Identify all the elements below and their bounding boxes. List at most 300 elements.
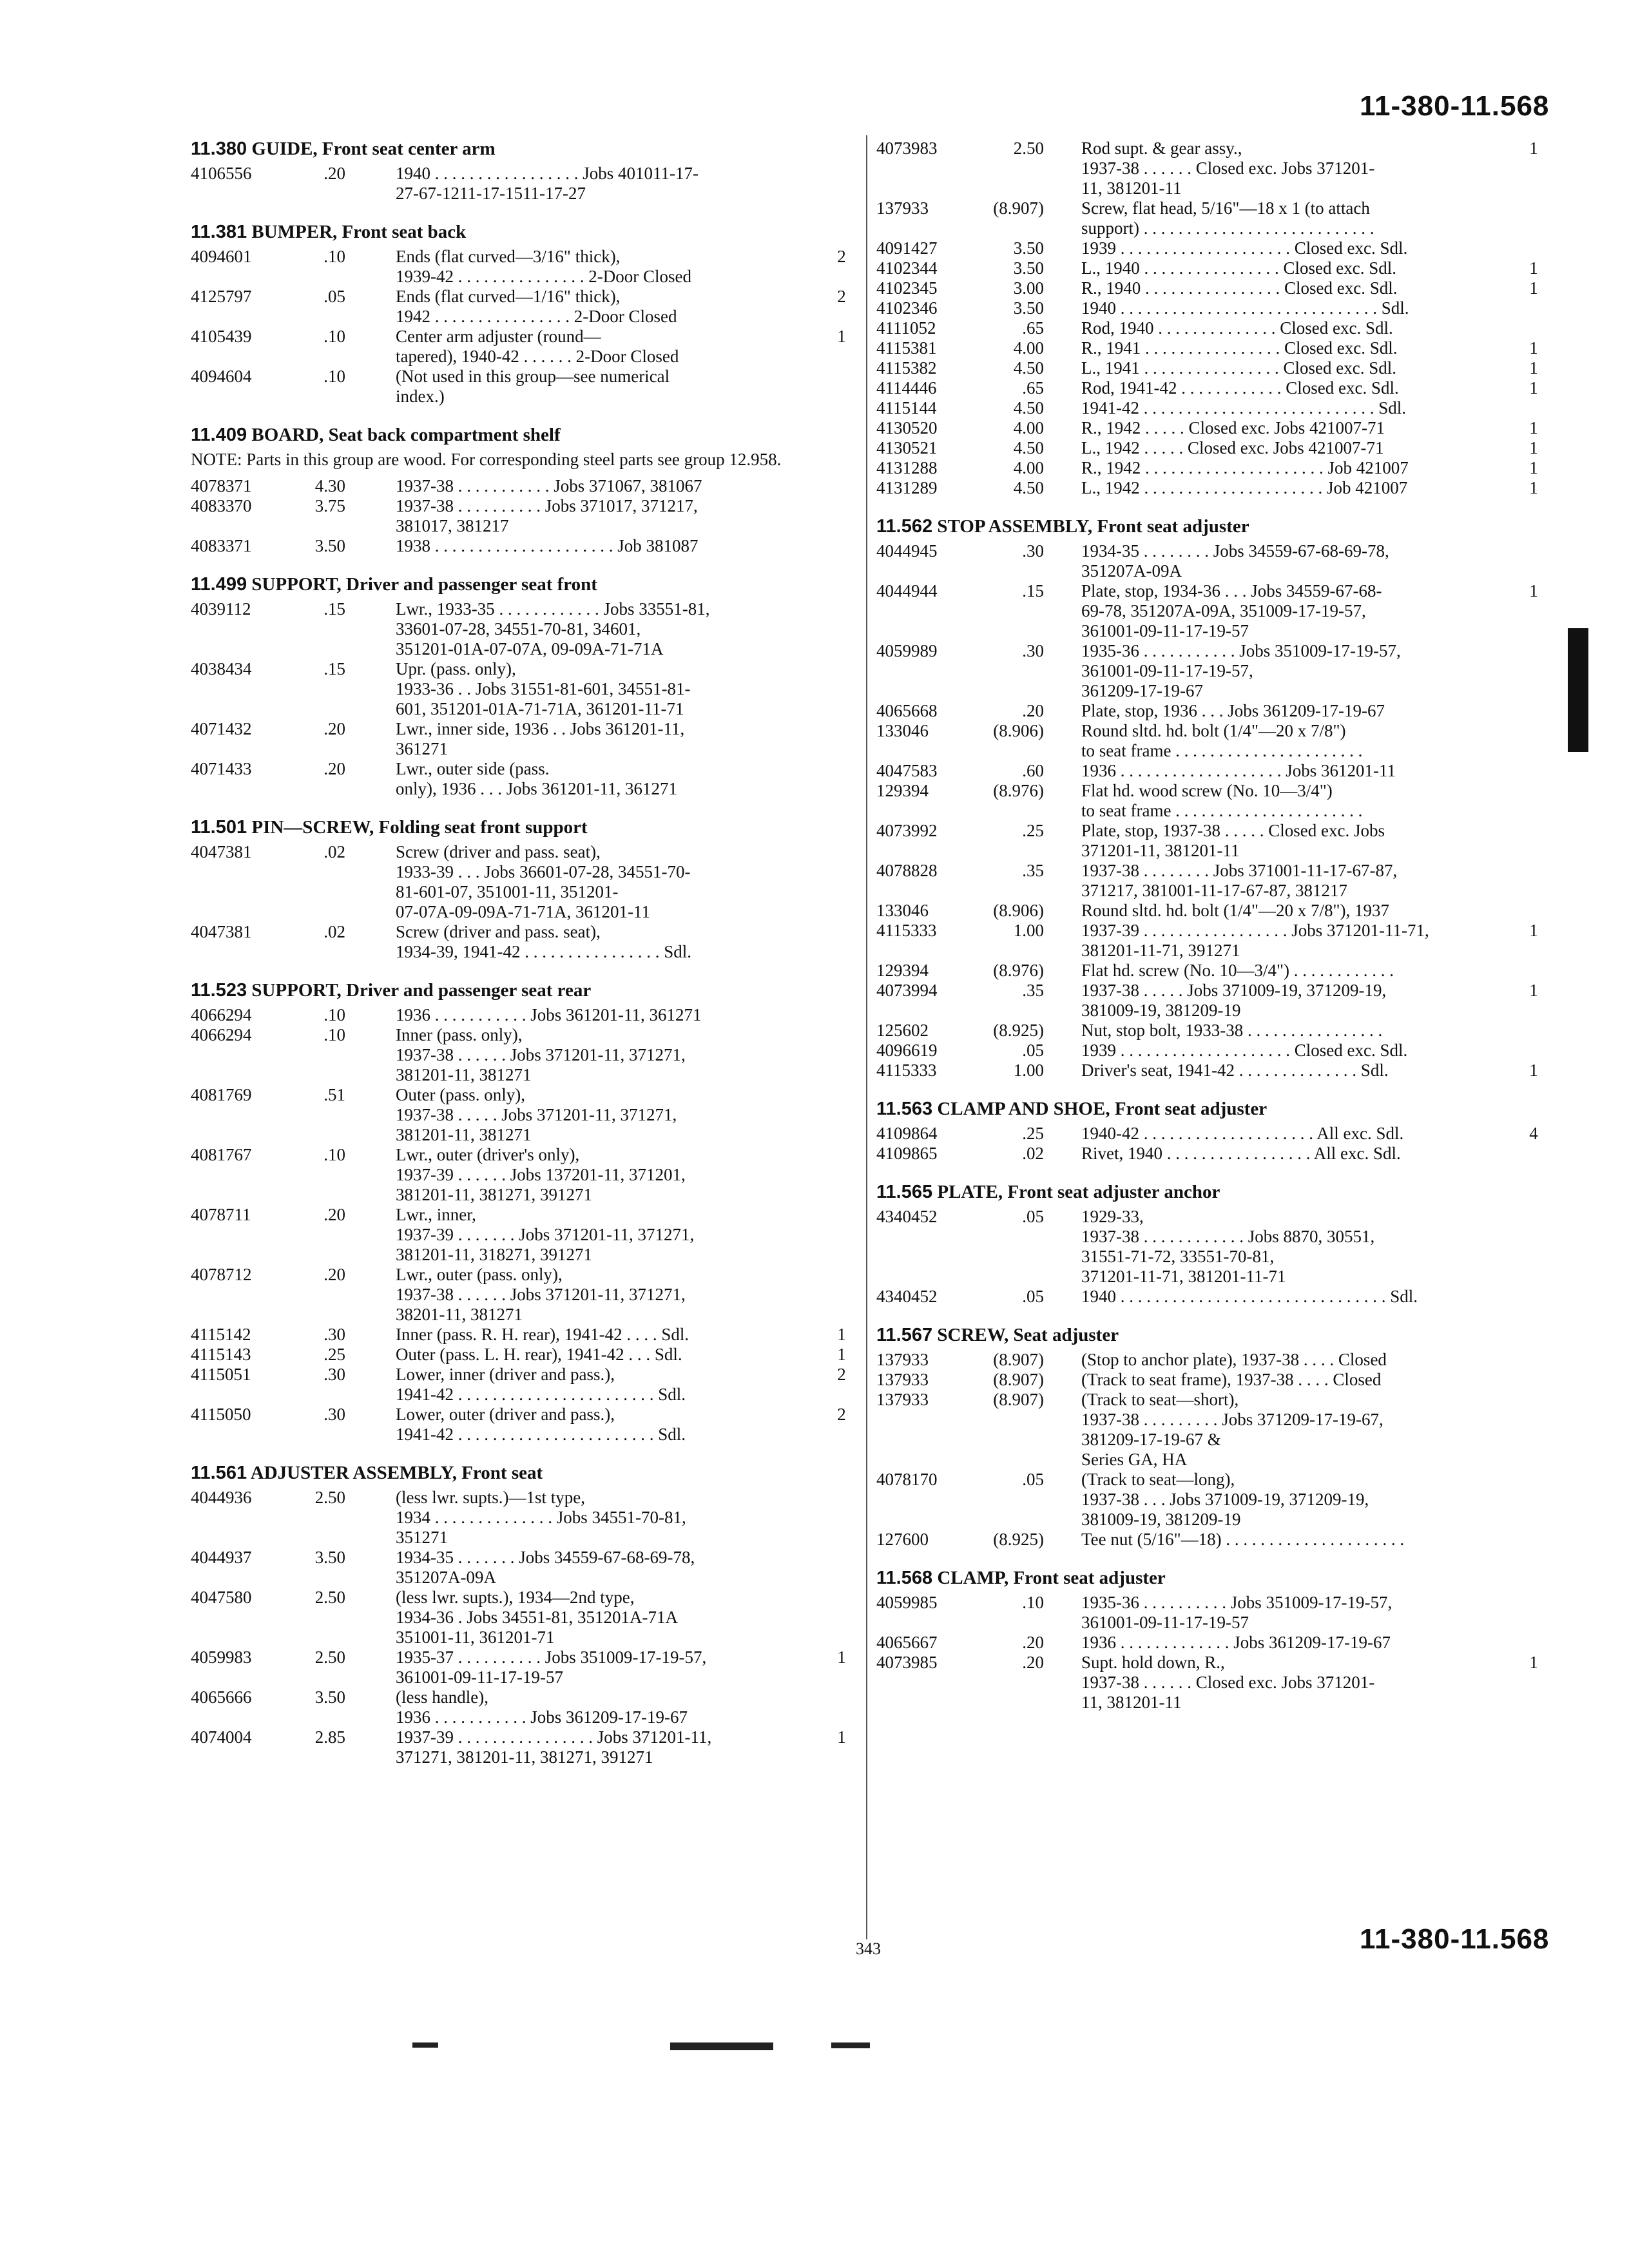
part-number: 4073983 [876,139,938,158]
section-title: ADJUSTER ASSEMBLY, Front seat [250,1463,543,1483]
part-price: .10 [323,1005,345,1024]
part-quantity: 1 [1529,1061,1538,1080]
part-description: R., 1942 . . . . . . . . . . . . . . . . . . . . . Job 421007 [1081,458,1409,477]
part-number: 129394 [876,781,929,800]
part-row [191,496,854,536]
section-heading [876,1325,1547,1346]
part-row [876,358,1547,378]
scan-mark [831,2042,870,2048]
part-price: .20 [323,719,345,738]
part-number: 4094604 [191,367,252,386]
part-price: (8.925) [993,1530,1044,1549]
part-description: Lwr., outer side (pass. only), 1936 . . . Jobs 361201-11, 361271 [396,759,677,798]
parts-section [876,139,1547,498]
part-description: Lwr., inner, 1937-39 . . . . . . . Jobs 371201-11, 371271, 381201-11, 318271, 391271 [396,1205,695,1264]
part-description: Round sltd. hd. bolt (1/4"—20 x 7/8"), 1937 [1081,901,1390,920]
part-row [191,1005,854,1025]
part-number: 4074004 [191,1727,252,1747]
part-description: Lwr., outer (pass. only), 1937-38 . . . . . . Jobs 371201-11, 371271, 38201-11, 381271 [396,1265,686,1324]
part-number: 4130521 [876,438,938,457]
part-number: 4111052 [876,318,936,338]
part-number: 4078828 [876,861,938,880]
section-heading [876,1182,1547,1203]
part-number: 4115382 [876,358,937,378]
part-description: Screw (driver and pass. seat), 1934-39, 1941-42 . . . . . . . . . . . . . . . . Sdl. [396,922,691,961]
part-description: Driver's seat, 1941-42 . . . . . . . . . . . . . . Sdl. [1081,1061,1389,1080]
part-row [876,1370,1547,1390]
part-price: .20 [323,1265,345,1284]
part-quantity: 1 [837,1648,846,1667]
part-number: 4081769 [191,1085,252,1104]
part-row [876,981,1547,1021]
section-title: SUPPORT, Driver and passenger seat rear [251,980,592,1001]
part-price: 4.50 [1013,478,1044,497]
part-price: .20 [323,164,345,183]
part-price: 4.00 [1013,338,1044,358]
part-price: (8.907) [993,1390,1044,1409]
section-code: 11.499 [191,574,247,595]
part-description: 1936 . . . . . . . . . . . . . . . . . . . Jobs 361201-11 [1081,761,1396,780]
part-number: 4047381 [191,842,252,861]
part-description: 1929-33, 1937-38 . . . . . . . . . . . . Jobs 8870, 30551, 31551-71-72, 33551-70-81, 371201-11-71, 381201-11-71 [1081,1207,1375,1286]
section-heading [191,222,854,243]
part-description: 1940 . . . . . . . . . . . . . . . . . . . . . . . . . . . . . . Sdl. [1081,298,1409,318]
part-row [876,478,1547,498]
part-quantity: 1 [837,1325,846,1344]
part-description: Lwr., 1933-35 . . . . . . . . . . . . Jobs 33551-81, 33601-07-28, 34551-70-81, 34601, 351201-01A-07-07A, 09-09A-71-71A [396,599,710,658]
part-row [876,781,1547,821]
part-price: 3.50 [1013,238,1044,258]
part-description: 1935-37 . . . . . . . . . . Jobs 351009-17-19-57, 361001-09-11-17-19-57 [396,1648,707,1687]
part-description: Round sltd. hd. bolt (1/4"—20 x 7/8") to seat frame . . . . . . . . . . . . . . . . . . . . . . [1081,721,1363,760]
part-price: (8.907) [993,198,1044,218]
part-row [191,1085,854,1145]
section-title: GUIDE, Front seat center arm [251,139,496,159]
part-row [876,198,1547,238]
part-number: 4109865 [876,1144,938,1163]
part-price: 3.50 [314,536,345,555]
part-row [876,701,1547,721]
section-heading [191,1463,854,1484]
part-description: (Track to seat—short), 1937-38 . . . . . . . . . Jobs 371209-17-19-67, 381209-17-19-67 & Series GA, HA [1081,1390,1383,1469]
section-title: STOP ASSEMBLY, Front seat adjuster [937,516,1249,537]
part-number: 4071432 [191,719,252,738]
part-description: (less handle), 1936 . . . . . . . . . . . Jobs 361209-17-19-67 [396,1687,688,1727]
part-number: 4071433 [191,759,252,778]
part-quantity: 1 [1529,338,1538,358]
part-description: 1937-38 . . . . . . . . . . Jobs 371017, 371217, 381017, 381217 [396,496,698,535]
part-description: Plate, stop, 1934-36 . . . Jobs 34559-67-68- 69-78, 351207A-09A, 351009-17-19-57, 361001-09-11-17-19-57 [1081,581,1382,640]
part-number: 4073992 [876,821,938,840]
part-price: .02 [323,842,345,861]
section-heading [191,574,854,595]
part-number: 4115381 [876,338,937,358]
part-number: 4094601 [191,247,252,266]
part-row [191,1727,854,1767]
part-description: L., 1942 . . . . . . . . . . . . . . . . . . . . . Job 421007 [1081,478,1408,497]
part-row [876,258,1547,278]
part-row [876,298,1547,318]
section-code: 11.501 [191,817,247,838]
part-price: .35 [1022,861,1044,880]
part-number: 4131289 [876,478,938,497]
section-title: BUMPER, Front seat back [251,222,467,242]
part-price: .20 [1022,701,1044,720]
part-description: 1937-38 . . . . . . . . . . . Jobs 371067, 381067 [396,476,702,495]
part-number: 4102344 [876,258,938,278]
part-description: (Track to seat frame), 1937-38 . . . . Closed [1081,1370,1382,1389]
section-title: SCREW, Seat adjuster [937,1325,1119,1345]
part-number: 4059985 [876,1593,938,1612]
part-row [191,1205,854,1265]
part-row [876,1390,1547,1470]
part-row [876,921,1547,961]
part-row [876,1124,1547,1144]
parts-section [876,1568,1547,1713]
section-note: NOTE: Parts in this group are wood. For corresponding steel parts see group 12.958. [191,450,782,469]
part-price: (8.907) [993,1350,1044,1369]
part-number: 4115051 [191,1365,251,1384]
part-row [191,536,854,556]
part-quantity: 1 [837,1345,846,1364]
part-number: 4340452 [876,1287,938,1306]
part-number: 137933 [876,1370,929,1389]
part-description: Rivet, 1940 . . . . . . . . . . . . . . . . . All exc. Sdl. [1081,1144,1401,1163]
part-description: 1940-42 . . . . . . . . . . . . . . . . . . . . All exc. Sdl. [1081,1124,1404,1143]
part-price: 3.50 [1013,258,1044,278]
part-price: .20 [1022,1633,1044,1652]
part-description: Rod, 1941-42 . . . . . . . . . . . . Closed exc. Sdl. [1081,378,1399,398]
part-number: 4083370 [191,496,252,515]
part-number: 4065667 [876,1633,938,1652]
part-number: 4047580 [191,1588,252,1607]
part-row [876,1470,1547,1530]
part-description: Inner (pass. R. H. rear), 1941-42 . . . . Sdl. [396,1325,689,1344]
part-quantity: 1 [1529,438,1538,457]
part-row [191,1405,854,1445]
part-number: 4115050 [191,1405,251,1424]
part-row [876,1593,1547,1633]
part-price: .65 [1022,378,1044,398]
part-number: 4044936 [191,1488,252,1507]
part-price: (8.906) [993,721,1044,740]
part-number: 4102346 [876,298,938,318]
part-row [876,438,1547,458]
part-quantity: 1 [1529,981,1538,1000]
left-column [191,139,854,1785]
part-row [876,1287,1547,1307]
page-range-footer: 11-380-11.568 [1360,1923,1550,1955]
part-price: 3.50 [1013,298,1044,318]
part-quantity: 1 [1529,278,1538,298]
part-price: (8.906) [993,901,1044,920]
part-row [876,1653,1547,1713]
part-number: 4044944 [876,581,938,601]
part-quantity: 1 [1529,478,1538,497]
part-row [191,1025,854,1085]
part-number: 4038434 [191,659,252,678]
part-description: 1934-35 . . . . . . . . Jobs 34559-67-68-69-78, 351207A-09A [1081,541,1389,581]
part-row [876,1021,1547,1041]
part-number: 133046 [876,721,929,740]
part-row [876,458,1547,478]
part-row [191,164,854,204]
part-row [191,659,854,719]
part-description: 1940 . . . . . . . . . . . . . . . . . Jobs 401011-17- 27-67-1211-17-1511-17-27 [396,164,699,203]
parts-section [876,1325,1547,1550]
section-title: SUPPORT, Driver and passenger seat front [251,574,597,595]
part-quantity: 1 [1529,378,1538,398]
part-number: 4125797 [191,287,252,306]
section-heading [876,1099,1547,1120]
part-price: (8.925) [993,1021,1044,1040]
part-quantity: 2 [837,247,846,266]
part-price: .25 [323,1345,345,1364]
part-description: Supt. hold down, R., 1937-38 . . . . . . Closed exc. Jobs 371201- 11, 381201-11 [1081,1653,1375,1712]
section-code: 11.562 [876,516,933,537]
part-price: .65 [1022,318,1044,338]
parts-section [876,1182,1547,1307]
part-number: 125602 [876,1021,929,1040]
part-row [876,861,1547,901]
part-description: (less lwr. supts.), 1934—2nd type, 1934-36 . Jobs 34551-81, 351201A-71A 351001-11, 361201-71 [396,1588,678,1647]
part-price: 4.50 [1013,398,1044,418]
section-heading [191,139,854,160]
part-price: .15 [323,599,345,619]
part-row [191,842,854,922]
part-description: 1940 . . . . . . . . . . . . . . . . . . . . . . . . . . . . . . . Sdl. [1081,1287,1418,1306]
part-price: .20 [323,1205,345,1224]
part-row [191,327,854,367]
section-title: PIN—SCREW, Folding seat front support [251,817,588,838]
part-quantity: 1 [1529,139,1538,158]
part-row [191,476,854,496]
part-row [876,541,1547,581]
part-number: 4073985 [876,1653,938,1672]
section-code: 11.563 [876,1099,933,1119]
part-row [876,1061,1547,1081]
part-price: 2.50 [314,1588,345,1607]
part-description: Upr. (pass. only), 1933-36 . . Jobs 31551-81-601, 34551-81- 601, 351201-01A-71-71A, 361201-11-71 [396,659,691,718]
part-row [191,247,854,287]
thumb-index-tab [1568,628,1588,752]
part-price: .30 [1022,541,1044,561]
part-price: 1.00 [1013,1061,1044,1080]
parts-section [191,222,854,407]
part-description: R., 1940 . . . . . . . . . . . . . . . . Closed exc. Sdl. [1081,278,1398,298]
part-number: 4102345 [876,278,938,298]
parts-section [191,1463,854,1767]
part-price: .10 [323,247,345,266]
part-price: .05 [1022,1470,1044,1489]
part-description: L., 1940 . . . . . . . . . . . . . . . . Closed exc. Sdl. [1081,258,1396,278]
part-row [876,318,1547,338]
part-number: 4078711 [191,1205,251,1224]
part-quantity: 1 [1529,418,1538,437]
part-row [876,278,1547,298]
part-price: 3.00 [1013,278,1044,298]
part-description: (Stop to anchor plate), 1937-38 . . . . Closed [1081,1350,1387,1369]
part-row [876,821,1547,861]
part-number: 4115142 [191,1325,251,1344]
part-row [191,599,854,659]
part-description: R., 1941 . . . . . . . . . . . . . . . . Closed exc. Sdl. [1081,338,1398,358]
part-description: 1938 . . . . . . . . . . . . . . . . . . . . . Job 381087 [396,536,699,555]
part-price: .25 [1022,821,1044,840]
section-code: 11.561 [191,1463,247,1483]
part-description: 1936 . . . . . . . . . . . . . Jobs 361209-17-19-67 [1081,1633,1391,1652]
part-number: 127600 [876,1530,929,1549]
part-price: 2.50 [314,1648,345,1667]
part-number: 4115333 [876,921,937,940]
part-price: .10 [323,327,345,346]
part-description: L., 1941 . . . . . . . . . . . . . . . . Closed exc. Sdl. [1081,358,1396,378]
part-row [876,1633,1547,1653]
part-number: 4059989 [876,641,938,660]
part-price: .51 [323,1085,345,1104]
part-number: 4130520 [876,418,938,437]
parts-section [876,516,1547,1081]
part-number: 4109864 [876,1124,938,1143]
part-quantity: 2 [837,287,846,306]
section-code: 11.523 [191,980,247,1001]
part-description: 1937-38 . . . . . Jobs 371009-19, 371209-19, 381009-19, 381209-19 [1081,981,1387,1020]
column-divider [866,135,867,1939]
part-number: 4106556 [191,164,252,183]
part-number: 4078712 [191,1265,252,1284]
part-price: .15 [323,659,345,678]
part-number: 4340452 [876,1207,938,1226]
section-title: BOARD, Seat back compartment shelf [251,425,561,445]
part-row [191,367,854,407]
part-price: 4.30 [314,476,345,495]
part-number: 4083371 [191,536,252,555]
part-number: 137933 [876,198,929,218]
part-price: .15 [1022,581,1044,601]
part-number: 4073994 [876,981,938,1000]
part-description: (less lwr. supts.)—1st type, 1934 . . . . . . . . . . . . . . Jobs 34551-70-81, 351271 [396,1488,686,1547]
part-description: Center arm adjuster (round— tapered), 1940-42 . . . . . . 2-Door Closed [396,327,679,366]
part-price: 2.50 [314,1488,345,1507]
scan-mark [412,2042,438,2048]
part-number: 4091427 [876,238,938,258]
part-quantity: 1 [1529,921,1538,940]
part-price: .10 [323,1025,345,1044]
part-price: .02 [1022,1144,1044,1163]
part-description: Plate, stop, 1937-38 . . . . . Closed exc. Jobs 371201-11, 381201-11 [1081,821,1385,860]
part-row [876,338,1547,358]
part-number: 4131288 [876,458,938,477]
part-description: Lower, inner (driver and pass.), 1941-42 . . . . . . . . . . . . . . . . . . . . . . . Sdl. [396,1365,686,1404]
part-description: Rod supt. & gear assy., 1937-38 . . . . . . Closed exc. Jobs 371201- 11, 381201-11 [1081,139,1375,198]
part-price: .02 [323,922,345,941]
part-number: 4081767 [191,1145,252,1164]
part-number: 4114446 [876,378,937,398]
part-description: 1936 . . . . . . . . . . . Jobs 361201-11, 361271 [396,1005,702,1024]
parts-section [191,574,854,799]
section-code: 11.409 [191,425,247,445]
part-row [876,1350,1547,1370]
part-row [876,398,1547,418]
part-row [876,1530,1547,1550]
part-row [191,922,854,962]
part-row [191,1488,854,1548]
part-row [876,901,1547,921]
part-description: L., 1942 . . . . . Closed exc. Jobs 421007-71 [1081,438,1384,457]
part-price: .10 [323,367,345,386]
part-price: 3.50 [314,1687,345,1707]
part-quantity: 1 [1529,581,1538,601]
part-description: Ends (flat curved—3/16" thick), 1939-42 . . . . . . . . . . . . . . . 2-Door Closed [396,247,691,286]
part-price: 4.00 [1013,458,1044,477]
part-quantity: 2 [837,1365,846,1384]
part-row [191,1365,854,1405]
parts-section [191,425,854,556]
part-description: 1939 . . . . . . . . . . . . . . . . . . . . Closed exc. Sdl. [1081,238,1408,258]
part-price: .05 [1022,1207,1044,1226]
part-price: (8.907) [993,1370,1044,1389]
part-description: Inner (pass. only), 1937-38 . . . . . . Jobs 371201-11, 371271, 381201-11, 381271 [396,1025,686,1084]
part-quantity: 1 [1529,258,1538,278]
part-row [876,1207,1547,1287]
part-price: (8.976) [993,961,1044,980]
part-price: .30 [323,1325,345,1344]
part-description: Lwr., outer (driver's only), 1937-39 . . . . . . Jobs 137201-11, 371201, 381201-11, 381271, 391271 [396,1145,686,1204]
part-description: Outer (pass. only), 1937-38 . . . . . Jobs 371201-11, 371271, 381201-11, 381271 [396,1085,677,1144]
section-code: 11.567 [876,1325,933,1345]
part-price: 3.50 [314,1548,345,1567]
part-row [876,721,1547,761]
part-price: .35 [1022,981,1044,1000]
part-number: 4115333 [876,1061,937,1080]
part-number: 4059983 [191,1648,252,1667]
part-description: 1935-36 . . . . . . . . . . . Jobs 351009-17-19-57, 361001-09-11-17-19-57, 361209-17-19-67 [1081,641,1401,700]
part-row [876,378,1547,398]
part-number: 4105439 [191,327,252,346]
part-number: 133046 [876,901,929,920]
parts-section [876,1099,1547,1164]
part-number: 4115143 [191,1345,251,1364]
part-description: Flat hd. wood screw (No. 10—3/4") to seat frame . . . . . . . . . . . . . . . . . . . . . . [1081,781,1363,820]
part-description: 1937-39 . . . . . . . . . . . . . . . . Jobs 371201-11, 371271, 381201-11, 381271, 391271 [396,1727,712,1767]
part-row [191,1145,854,1205]
part-number: 129394 [876,961,929,980]
part-description: 1937-39 . . . . . . . . . . . . . . . . . Jobs 371201-11-71, 381201-11-71, 391271 [1081,921,1429,960]
part-description: 1941-42 . . . . . . . . . . . . . . . . . . . . . . . . . . . Sdl. [1081,398,1407,418]
part-price: .30 [323,1365,345,1384]
part-quantity: 2 [837,1405,846,1424]
part-price: 3.75 [314,496,345,515]
part-price: .10 [1022,1593,1044,1612]
part-row [191,1648,854,1687]
part-number: 4044937 [191,1548,252,1567]
part-description: Tee nut (5/16"—18) . . . . . . . . . . . . . . . . . . . . . [1081,1530,1405,1549]
part-number: 4078170 [876,1470,938,1489]
section-code: 11.568 [876,1568,933,1588]
section-heading [876,516,1547,537]
part-price: .30 [1022,641,1044,660]
part-row [876,418,1547,438]
page-range-header: 11-380-11.568 [1360,90,1550,122]
part-description: Rod, 1940 . . . . . . . . . . . . . . Closed exc. Sdl. [1081,318,1393,338]
section-code: 11.565 [876,1182,933,1202]
section-heading [191,980,854,1001]
part-price: .30 [323,1405,345,1424]
part-description: 1935-36 . . . . . . . . . . Jobs 351009-17-19-57, 361001-09-11-17-19-57 [1081,1593,1393,1632]
part-price: .20 [323,759,345,778]
part-number: 4044945 [876,541,938,561]
part-row [876,761,1547,781]
